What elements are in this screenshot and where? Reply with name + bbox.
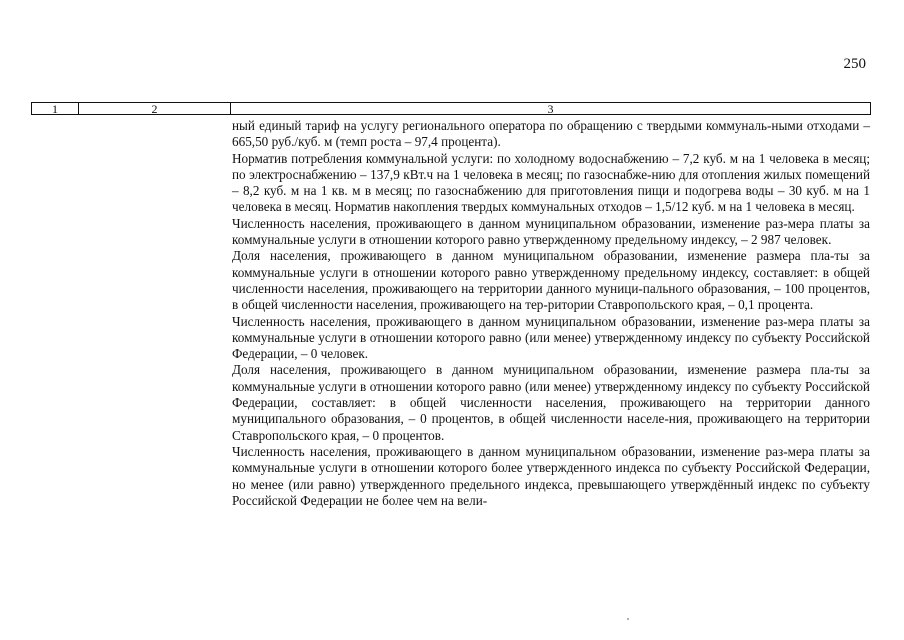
column-header-1: 1: [32, 103, 79, 114]
column-header-3: 3: [547, 101, 554, 116]
paragraph-population-equal-limit: Численность населения, проживающего в данном муниципальном образовании, изменение раз-мера платы за коммунальные услуги в отношении которого равно утвержденному предельному индексу, – 2 987 человек.: [232, 215, 870, 248]
scan-dot: [627, 618, 629, 620]
table-cell-content: [232, 118, 870, 509]
paragraph-tariff-continuation: ный единый тариф на услугу регионального оператора по обращению с твердыми коммуналь-ными отходами – 665,50 руб./куб. м (темп роста – 97,4 процента).: [232, 118, 870, 150]
column-header-2: 2: [79, 103, 231, 114]
paragraph-consumption-norms: Норматив потребления коммунальной услуги: по холодному водоснабжению – 7,2 куб. м на 1 человека в месяц; по электроснабжению – 137,9 кВт.ч на 1 человека в месяц; по газоснабже-нию для отопления жилых помещений – 8,2 куб. м на 1 кв. м в месяц; по газоснабжению для приготовления пищи и подогрева воды – 30 куб. м на 1 человека в месяц. Норматив накопления твердых коммунальных отходов – 1,5/12 куб. м на 1 человека в месяц.: [232, 150, 870, 215]
paragraph-population-above-index: Численность населения, проживающего в данном муниципальном образовании, изменение раз-мера платы за коммунальные услуги в отношении которого более утвержденного индекса по субъекту Российской Федерации, но менее (или равно) утвержденного предельного индекса, превышающего утверждённый индекс по субъекту Российской Федерации не более чем на вели-: [232, 443, 870, 508]
paragraph-share-below-index: Доля населения, проживающего в данном муниципальном образовании, изменение размера пла-ты за коммунальные услуги в отношении которого равно (или менее) утвержденному индексу по субъекту Российской Федерации, составляет: в общей численности населения, проживающего на территории данного муниципального образования, – 0 процентов, в общей численности населе-ния, проживающего на территории Ставропольского края, – 0 процентов.: [232, 362, 870, 443]
paragraph-population-below-index: Численность населения, проживающего в данном муниципальном образовании, изменение раз-мера платы за коммунальные услуги в отношении которого равно (или менее) утвержденному индексу по субъекту Российской Федерации, – 0 человек.: [232, 313, 870, 362]
table-header: [31, 102, 871, 115]
page-number: 250: [843, 56, 866, 72]
paragraph-share-equal-limit: Доля населения, проживающего в данном муниципальном образовании, изменение размера пла-ты за коммунальные услуги в отношении которого равно утвержденному предельному индексу, составляет: в общей численности населения, проживающего на территории данного муници-пального образования, – 100 процентов, в общей численности населения, проживающего на тер-ритории Ставропольского края, – 0,1 процента.: [232, 248, 870, 313]
